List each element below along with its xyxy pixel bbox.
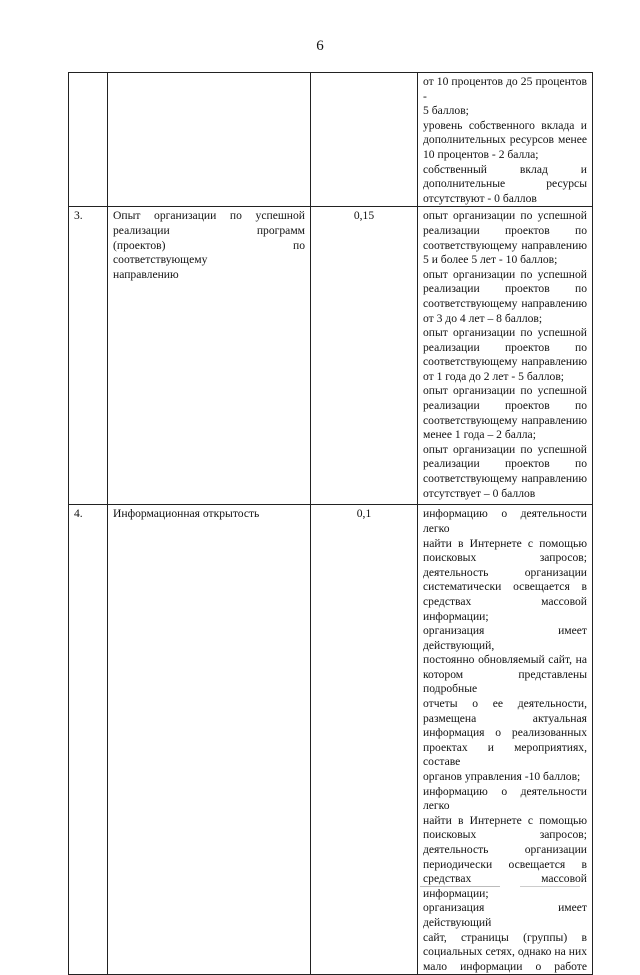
- cell-text-line: проектах и мероприятиях, составе: [423, 740, 587, 769]
- cell-text-line: информация о реализованных: [423, 726, 587, 740]
- cell-text-line: 5 и более 5 лет - 10 баллов;: [423, 253, 558, 267]
- cell-text-line: отсутствуют - 0 баллов: [423, 191, 537, 205]
- cell-text-line: соответствующему направлению: [423, 238, 587, 252]
- cell-text-line: от 10 процентов до 25 процентов -: [423, 75, 587, 103]
- cell-text-line: менее 1 года – 2 балла;: [423, 428, 536, 442]
- cell-text-line: деятельность организации: [423, 843, 587, 856]
- cell-text-line: отчеты о ее деятельности,: [423, 697, 587, 711]
- cell-text-line: средствах массовой информации;: [423, 594, 587, 623]
- row-number-cell: [69, 73, 108, 207]
- cell-text-line: дополнительных ресурсов менее: [423, 133, 587, 147]
- cell-text-line: мало информации о работе: [423, 959, 587, 973]
- cell-text-line: опыт организации по успешной: [423, 442, 587, 456]
- cell-text-line: опыт организации по успешной: [423, 209, 587, 223]
- cell-text-line: направлению: [113, 267, 179, 281]
- cell-text-line: постоянно обновляемый сайт, на: [423, 653, 587, 667]
- cell-text-line: средствах массовой информации;: [423, 872, 587, 900]
- cell-text-line: найти в Интернете с помощью: [423, 813, 587, 827]
- cell-text-line: Информационная открытость: [113, 507, 260, 521]
- cell-text-line: социальных сетях, однако на них: [423, 945, 587, 959]
- cell-text-line: найти в Интернете с помощью: [423, 536, 587, 550]
- cell-text-line: опыт организации по успешной: [423, 267, 587, 281]
- cell-text-line: уровень собственного вклада и: [423, 118, 587, 132]
- cell-text-line: соответствующему направлению: [423, 472, 587, 486]
- cell-text-line: размещена актуальная: [423, 711, 587, 725]
- scoring-cell: [418, 505, 593, 975]
- scoring-cell: [418, 73, 593, 207]
- cell-text-line: информацию о деятельности легко: [423, 784, 587, 813]
- cell-text-line: соответствующему направлению: [423, 296, 587, 310]
- cell-text-line: 5 баллов;: [423, 104, 469, 118]
- row-number-cell: 3.: [69, 207, 108, 505]
- cell-text-line: периодически освещается в: [423, 857, 587, 871]
- cell-text-line: опыт организации по успешной: [423, 326, 587, 340]
- criterion-cell: [108, 207, 311, 505]
- cell-text-line: организация имеет действующий: [423, 901, 587, 929]
- cell-text-line: сайт, страницы (группы) в: [423, 930, 587, 944]
- table-row: [69, 73, 593, 207]
- cell-text-line: от 1 года до 2 лет - 5 баллов;: [423, 369, 565, 383]
- scan-artifact: [520, 886, 580, 887]
- table-row: [69, 505, 593, 975]
- cell-text-line: (проектов) по: [113, 238, 305, 252]
- row-number-cell: 4.: [69, 505, 108, 975]
- cell-text-line: реализации программ: [113, 223, 305, 237]
- cell-text-line: реализации проектов по: [423, 282, 587, 296]
- cell-text-line: поисковых запросов;: [423, 551, 587, 565]
- cell-text-line: реализации проектов по: [423, 399, 587, 413]
- scan-artifact: [420, 886, 500, 887]
- cell-text-line: отсутствует – 0 баллов: [423, 486, 536, 500]
- table-row: [69, 207, 593, 505]
- criterion-cell: [108, 505, 311, 975]
- cell-text-line: соответствующему направлению: [423, 413, 587, 427]
- cell-text-line: соответствующему: [113, 253, 208, 267]
- cell-text-line: 10 процентов - 2 балла;: [423, 147, 539, 161]
- cell-text-line: соответствующему направлению: [423, 355, 587, 369]
- criterion-cell: [108, 73, 311, 207]
- page-number: 6: [316, 38, 324, 54]
- cell-text-line: собственный вклад и: [423, 162, 587, 176]
- cell-text-line: котором представлены подробные: [423, 667, 587, 696]
- cell-text-line: дополнительные ресурсы: [423, 177, 587, 191]
- cell-text-line: реализации проектов по: [423, 457, 587, 471]
- cell-text-line: организация имеет действующий,: [423, 624, 587, 652]
- cell-text-line: органов управления -10 баллов;: [423, 770, 581, 784]
- weight-cell: [311, 73, 418, 207]
- cell-text-line: Опыт организации по успешной: [113, 209, 305, 223]
- cell-text-line: опыт организации по успешной: [423, 384, 587, 398]
- weight-cell: 0,15: [311, 207, 418, 505]
- cell-text-line: систематически освещается в: [423, 580, 587, 594]
- cell-text-line: информацию о деятельности легко: [423, 507, 587, 535]
- cell-text-line: реализации проектов по: [423, 223, 587, 237]
- weight-cell: 0,1: [311, 505, 418, 975]
- scoring-cell: [418, 207, 593, 505]
- cell-text-line: реализации проектов по: [423, 340, 587, 354]
- cell-text-line: деятельность организации: [423, 565, 587, 579]
- criteria-table: [68, 72, 593, 975]
- cell-text-line: поисковых запросов;: [423, 828, 587, 842]
- cell-text-line: от 3 до 4 лет – 8 баллов;: [423, 311, 543, 325]
